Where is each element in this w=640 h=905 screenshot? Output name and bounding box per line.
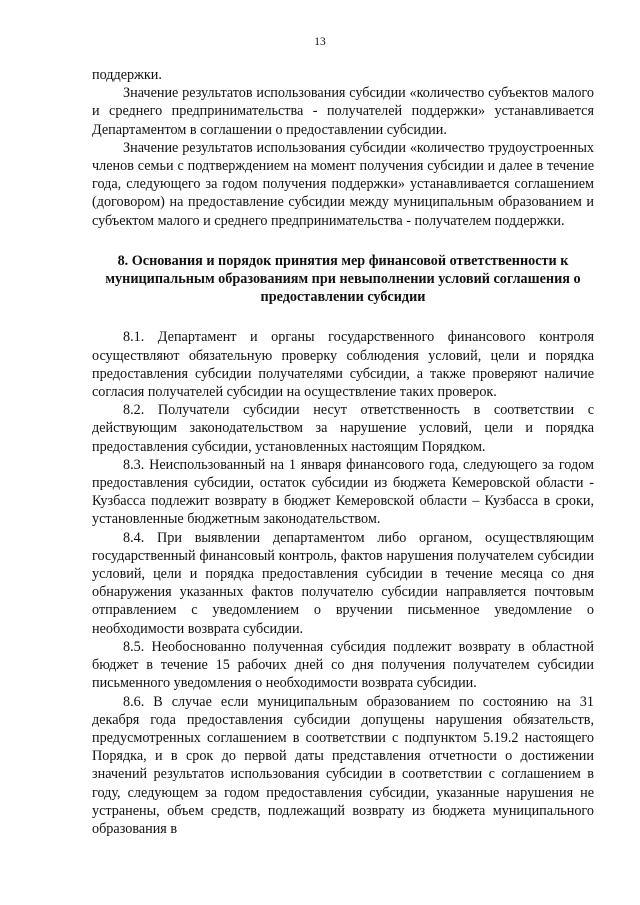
paragraph-8-1: 8.1. Департамент и органы государственного финансового контроля осуществляют обязательную проверку соблюдения условий, цели и порядка предоставления субсидии получателями субсидии, а также проверяют наличие согласия получателей субсидии на осуществление таких проверок. bbox=[92, 329, 594, 401]
document-body bbox=[92, 66, 594, 838]
paragraph-8-3: 8.3. Неиспользованный на 1 января финансового года, следующего за годом предоставления субсидии, остаток субсидии из бюджета Кемеровской области - Кузбасса подлежит возврату в бюджет Кемеровской области – Кузбасса в сроки, установленные бюджетным законодательством. bbox=[92, 456, 594, 528]
paragraph-result-employed: Значение результатов использования субсидии «количество трудоустроенных членов семьи с подтверждением на момент получения субсидии и далее в течение года, следующего за годом получения поддержки» устанавливается соглашением (договором) на предоставление субсидии между муниципальным образованием и субъектом малого и среднего предпринимательства - получателем поддержки. bbox=[92, 139, 594, 229]
section-heading: 8. Основания и порядок принятия мер финансовой ответственности к муниципальным образованиям при невыполнении условий соглашения о предоставлении субсидии bbox=[105, 252, 581, 306]
page-number: 13 bbox=[314, 36, 326, 48]
paragraph-8-4: 8.4. При выявлении департаментом либо органом, осуществляющим государственный финансовый контроль, фактов нарушения получателем субсидии условий, цели и порядка предоставления субсидии в течение месяца со дня обнаружения указанных фактов получателю субсидии направляется почтовым отправлением с уведомлением о вручении письменное уведомление о необходимости возврата субсидии. bbox=[92, 529, 594, 637]
paragraph-8-6: 8.6. В случае если муниципальным образованием по состоянию на 31 декабря года предоставления субсидии допущены нарушения обязательств, предусмотренных соглашением в соответствии с подпунктом 5.19.2 настоящего Порядка, и в срок до первой даты представления отчетности о достижении значений результатов использования субсидии в соответствии с соглашением в году, следующем за годом предоставления субсидии, указанные нарушения не устранены, объем средств, подлежащий возврату из бюджета муниципального образования в bbox=[92, 693, 594, 837]
paragraph-8-5: 8.5. Необоснованно полученная субсидия подлежит возврату в областной бюджет в течение 15 рабочих дней со дня получения получателем субсидии письменного уведомления о необходимости возврата субсидии. bbox=[92, 638, 594, 692]
paragraph-result-subjects: Значение результатов использования субсидии «количество субъектов малого и среднего предпринимательства - получателей поддержки» устанавливается Департаментом в соглашении о предоставлении субсидии. bbox=[92, 85, 594, 138]
paragraph-8-2: 8.2. Получатели субсидии несут ответственность в соответствии с действующим законодательством за нарушение условий, цели и порядка предоставления субсидии, установленных настоящим Порядком. bbox=[92, 402, 594, 455]
paragraph-continuation: поддержки. bbox=[92, 67, 162, 83]
